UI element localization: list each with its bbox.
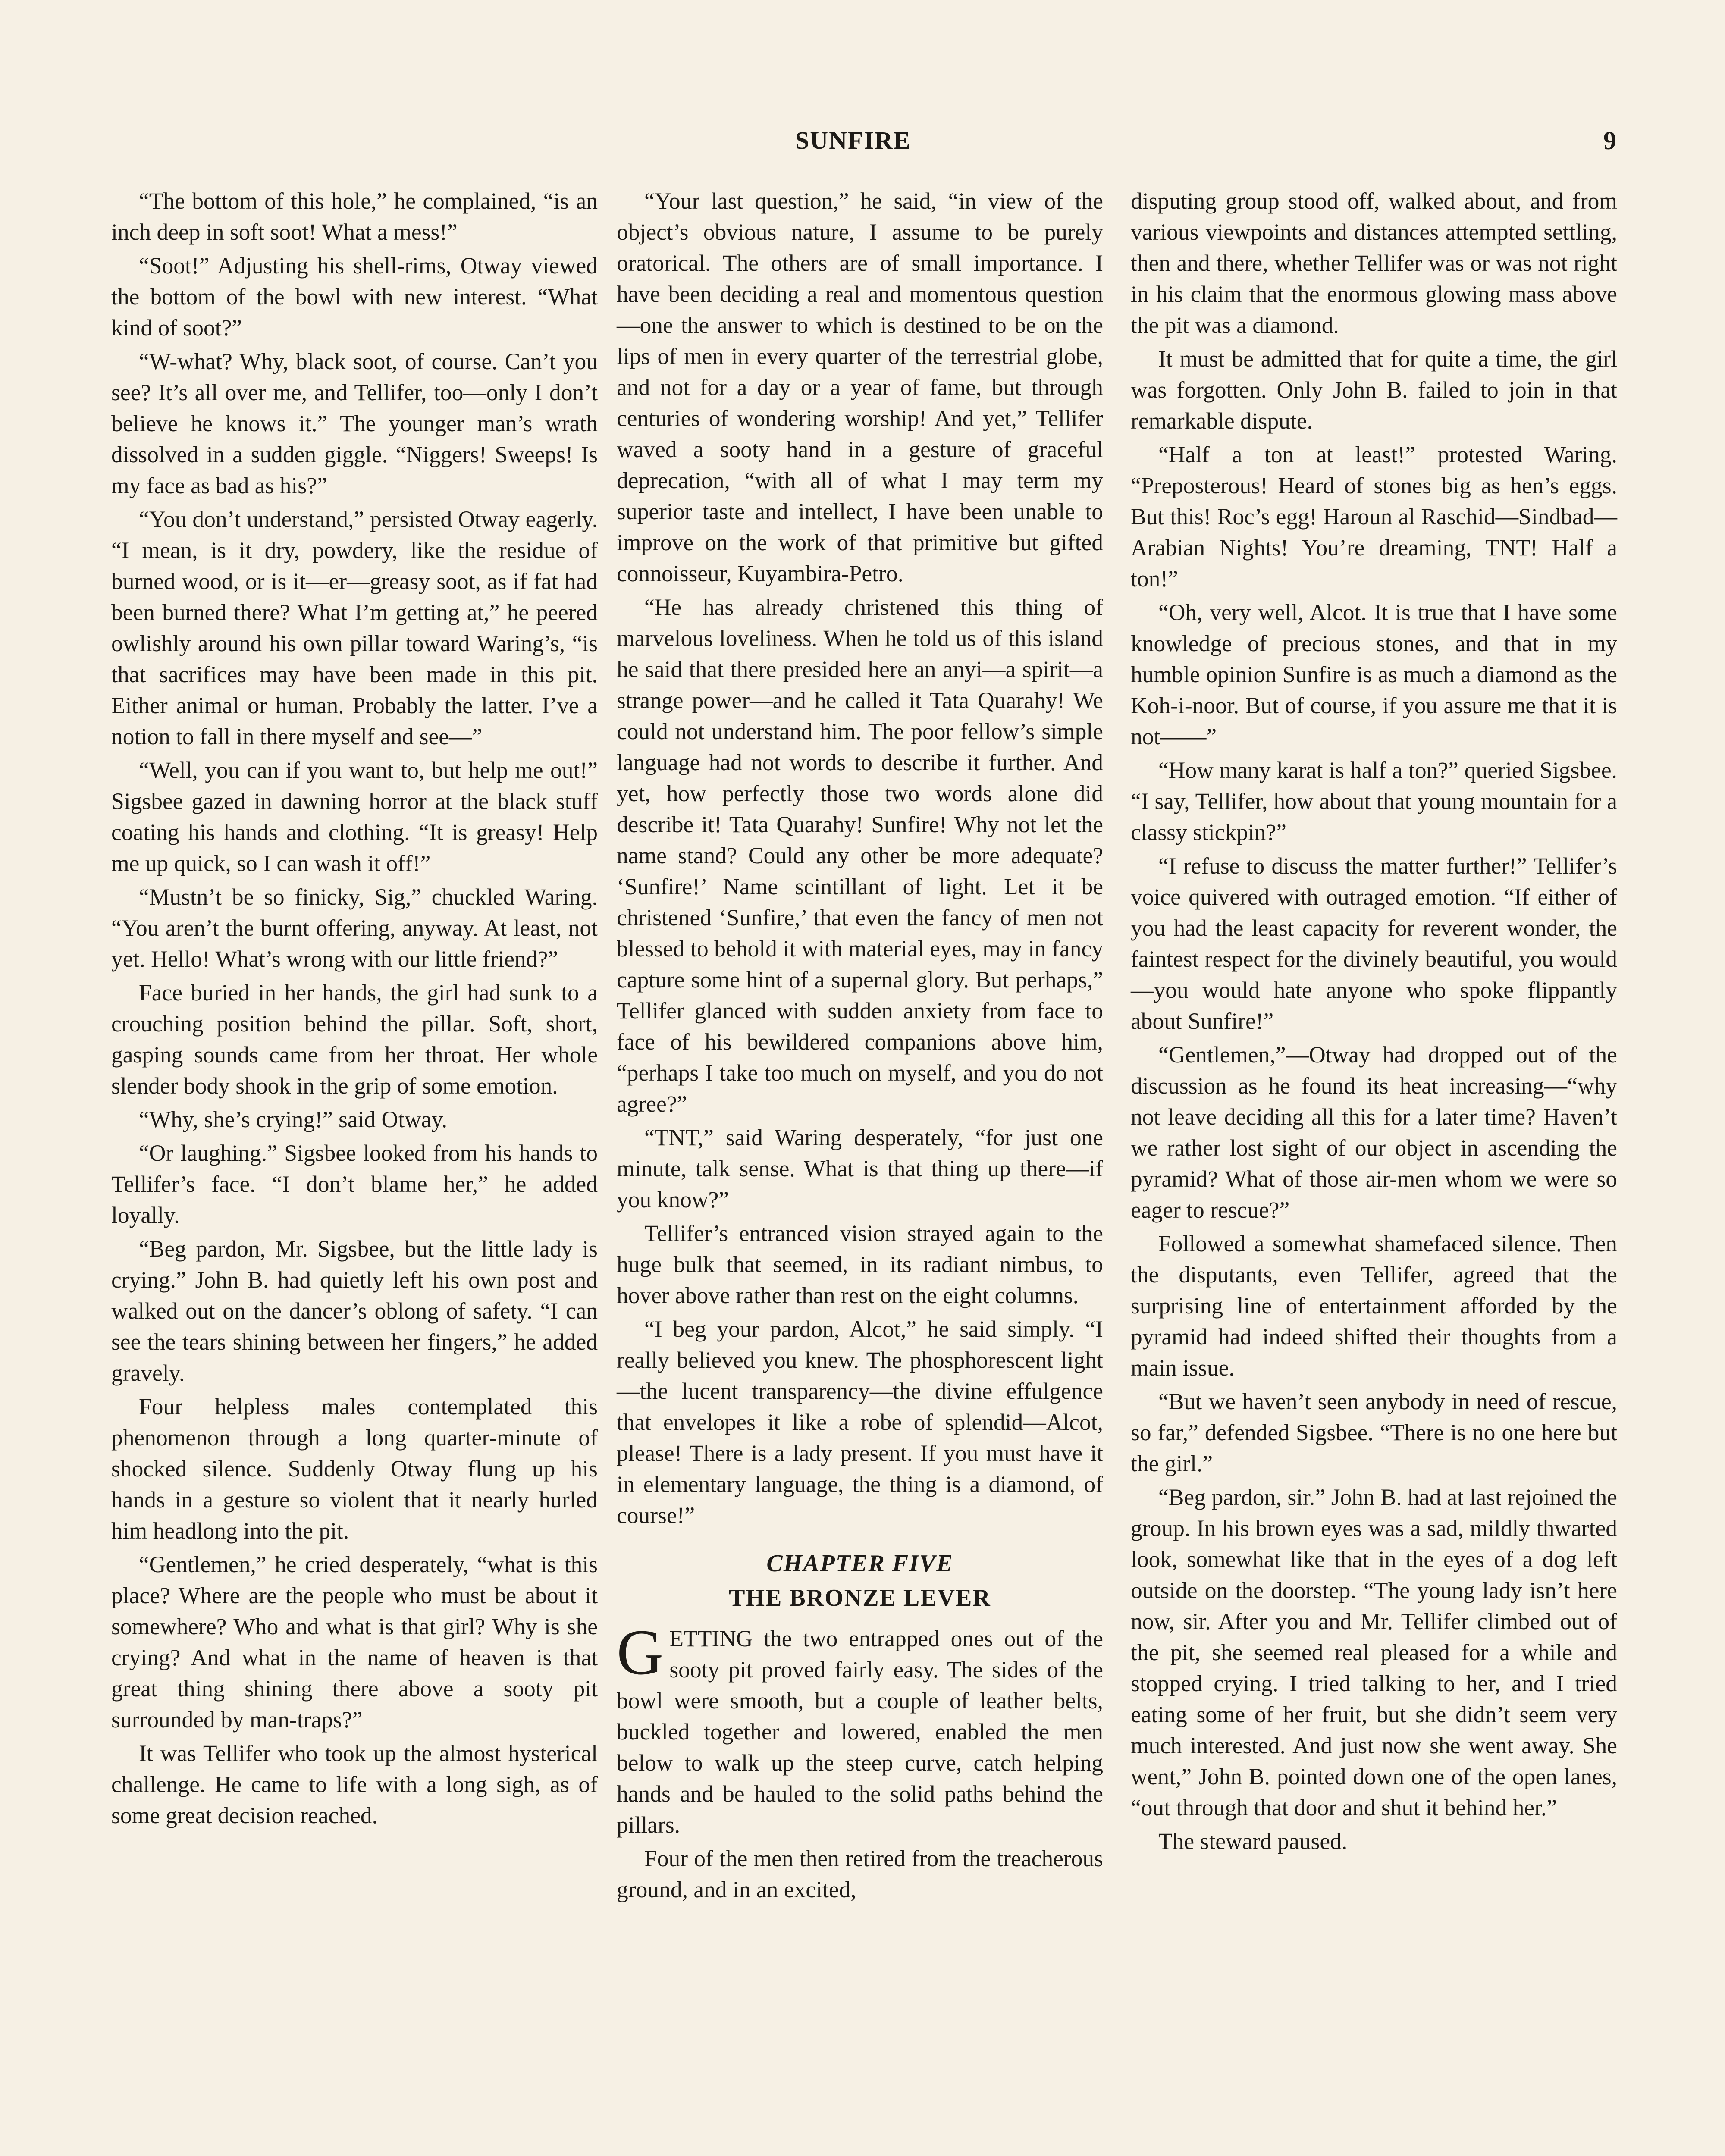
paragraph-text: “I beg your pardon, Alcot,” he said simply. “I really believed you knew. The phosphorescent light—the lucent transparency—the divine effulgence that envelopes it like a robe of splendid—Alcot, please! There is a lady present. If you must have it in elementary language, the thing is a diamond, of course!” [617, 1316, 1103, 1528]
chapter-title: THE BRONZE LEVER [729, 1585, 991, 1611]
paragraph [1131, 1228, 1617, 1383]
paragraph-text: “Or laughing.” Sigsbee looked from his hands to Tellifer’s face. “I don’t blame her,” he added loyally. [111, 1140, 598, 1228]
chapter-label: CHAPTER FIVE [766, 1550, 953, 1577]
paragraph-text: “Gentlemen,” he cried desperately, “what is this place? Where are the people who must be about it somewhere? Who and what is that girl? Why is she crying? And what in the name of heaven is that great thing shining there above a sooty pit surrounded by man-traps?” [111, 1551, 598, 1733]
paragraph [111, 881, 598, 975]
paragraph-text: “Oh, very well, Alcot. It is true that I have some knowledge of precious stones, and that in my humble opinion Sunfire is as much a diamond as the Koh-i-noor. But of course, if you assure me that it is not——” [1131, 599, 1617, 749]
paragraph-text: “The bottom of this hole,” he complained, “is an inch deep in soft soot! What a mess!” [111, 188, 598, 245]
paragraph-text: It must be admitted that for quite a time, the girl was forgotten. Only John B. failed to join in that remarkable dispute. [1131, 346, 1617, 434]
paragraph [111, 185, 598, 248]
paragraph [1131, 597, 1617, 752]
paragraph-text: “W-what? Why, black soot, of course. Can’t you see? It’s all over me, and Tellifer, too—only I don’t believe he knows it.” The younger man’s wrath dissolved in a sudden giggle. “Niggers! Sweeps! Is my face as bad as his?” [111, 348, 598, 498]
paragraph-text: “Soot!” Adjusting his shell-rims, Otway viewed the bottom of the bowl with new interest. “What kind of soot?” [111, 253, 598, 341]
paragraph-text: Four of the men then retired from the treacherous ground, and in an excited, [617, 1846, 1103, 1902]
paragraph-text: “Well, you can if you want to, but help me out!” Sigsbee gazed in dawning horror at the black stuff coating his hands and clothing. “It is greasy! Help me up quick, so I can wash it off!” [111, 757, 598, 876]
paragraph [111, 346, 598, 501]
paragraph-text: “Beg pardon, Mr. Sigsbee, but the little lady is crying.” John B. had quietly left his own post and walked out on the dancer’s oblong of safety. “I can see the tears shining between her fingers,” he added gravely. [111, 1236, 598, 1386]
paragraph-text: Face buried in her hands, the girl had sunk to a crouching position behind the pillar. Soft, short, gasping sounds came from her throat. Her whole slender body shook in the grip of some emotion. [111, 980, 598, 1099]
paragraph [111, 1233, 598, 1388]
paragraph [617, 1218, 1103, 1311]
paragraph [111, 1549, 598, 1735]
paragraph [111, 250, 598, 343]
paragraph [617, 1843, 1103, 1905]
paragraph-text: “Gentlemen,”—Otway had dropped out of the discussion as he found its heat increasing—“why not leave deciding all this for a later time? Haven’t we rather lost sight of our object in ascending the pyramid? What of those air-men whom we were so eager to rescue?” [1131, 1042, 1617, 1223]
page-number: 9 [1603, 126, 1616, 155]
text-column-1 [111, 185, 598, 1831]
paragraph [111, 1138, 598, 1231]
paragraph-text: The steward paused. [1158, 1828, 1348, 1854]
text-column-2 [617, 185, 1103, 1905]
paragraph-text: “Your last question,” he said, “in view of the object’s obvious nature, I assume to be purely oratorical. The others are of small importance. I have been deciding a real and momentous question—one the answer to which is destined to be on the lips of men in every quarter of the terrestrial globe, and not for a day or a year of fame, but through centuries of wondering worship! And yet,” Tellifer waved a sooty hand in a gesture of graceful deprecation, “with all of what I may term my superior taste and intellect, I have been unable to improve on the work of that primitive but gifted connoisseur, Kuyambira-Petro. [617, 188, 1103, 586]
paragraph [1131, 1039, 1617, 1225]
paragraph [1131, 755, 1617, 848]
paragraph-text: Tellifer’s entranced vision strayed again to the huge bulk that seemed, in its radiant nimbus, to hover above rather than rest on the eight columns. [617, 1220, 1103, 1308]
drop-cap: G [617, 1617, 664, 1688]
paragraph [1131, 439, 1617, 594]
paragraph-text: “He has already christened this thing of marvelous loveliness. When he told us of this island he said that there presided here an anyi—a spirit—a strange power—and he called it Tata Quarahy! We could not understand him. The poor fellow’s simple language had not words to describe it further. And yet, how perfectly those two words alone did describe it! Tata Quarahy! Sunfire! Why not let the name stand? Could any other be more adequate? ‘Sunfire!’ Name scintillant of light. Let it be christened ‘Sunfire,’ that even the fancy of men not blessed to behold it with material eyes, may in fancy capture some hint of a supernal glory. But perhaps,” Tellifer glanced with sudden anxiety from face to face of his bewildered companions above him, “perhaps I take too much on myself, and you do not agree?” [617, 594, 1103, 1117]
paragraph [617, 1313, 1103, 1531]
paragraph [111, 1391, 598, 1546]
paragraph-text: “Beg pardon, sir.” John B. had at last rejoined the group. In his brown eyes was a sad, mildly thwarted look, somewhat like that in the eyes of a dog left outside on the doorstep. “The young lady isn’t here now, sir. After you and Mr. Tellifer climbed out of the pit, she seemed real pleased for a while and stopped crying. I tried talking to her, and I tried eating some of her fruit, but she didn’t seem very much interested. And just now she went away. She went,” John B. pointed down one of the open lanes, “out through that door and shut it behind her.” [1131, 1484, 1617, 1821]
paragraph [111, 1738, 598, 1831]
paragraph-text: “Why, she’s crying!” said Otway. [139, 1106, 448, 1132]
paragraph-text: “But we haven’t seen anybody in need of rescue, so far,” defended Sigsbee. “There is no one here but the girl.” [1131, 1388, 1617, 1476]
paragraph-text: “You don’t understand,” persisted Otway eagerly. “I mean, is it dry, powdery, like the residue of burned wood, or is it—er—greasy soot, as if fat had been burned there? What I’m getting at,” he peered owlishly around his own pillar toward Waring’s, “is that sacrifices may have been made in this pit. Either animal or human. Probably the latter. I’ve a notion to fall in there myself and see—” [111, 506, 598, 749]
paragraph [617, 592, 1103, 1119]
paragraph-text: Followed a somewhat shamefaced silence. Then the disputants, even Tellifer, agreed that the surprising line of entertainment afforded by the pyramid had indeed shifted their thoughts from a main issue. [1131, 1231, 1617, 1381]
running-title: SUNFIRE [795, 126, 911, 154]
paragraph-text: disputing group stood off, walked about, and from various viewpoints and distances attempted settling, then and there, whether Tellifer was or was not right in his claim that the enormous glowing mass above the pit was a diamond. [1131, 188, 1617, 338]
paragraph [1131, 185, 1617, 341]
paragraph-text: “Mustn’t be so finicky, Sig,” chuckled Waring. “You aren’t the burnt offering, anyway. At least, not yet. Hello! What’s wrong with our little friend?” [111, 884, 598, 972]
paragraph [111, 504, 598, 752]
running-header [0, 126, 1725, 160]
paragraph [1131, 1826, 1617, 1857]
paragraph [1131, 1386, 1617, 1479]
opening-paragraph [617, 1617, 1103, 1840]
paragraph-text: “How many karat is half a ton?” queried Sigsbee. “I say, Tellifer, how about that young mountain for a classy stickpin?” [1131, 757, 1617, 845]
paragraph [111, 1104, 598, 1135]
paragraph-text: ETTING the two entrapped ones out of the sooty pit proved fairly easy. The sides of the bowl were smooth, but a couple of leather belts, buckled together and lowered, enabled the men below to walk up the steep curve, catch helping hands and be hauled to the solid paths behind the pillars. [617, 1626, 1103, 1838]
text-column-3 [1131, 185, 1617, 1857]
paragraph [1131, 343, 1617, 436]
paragraph-text: “TNT,” said Waring desperately, “for just one minute, talk sense. What is that thing up there—if you know?” [617, 1125, 1103, 1213]
paragraph-text: “Half a ton at least!” protested Waring. “Preposterous! Heard of stones big as hen’s eggs. But this! Roc’s egg! Haroun al Raschid—Sindbad—Arabian Nights! You’re dreaming, TNT! Half a ton!” [1131, 442, 1617, 592]
paragraph [617, 185, 1103, 589]
paragraph [111, 755, 598, 879]
paragraph [111, 977, 598, 1101]
paragraph [1131, 850, 1617, 1037]
paragraph-text: Four helpless males contemplated this phenomenon through a long quarter-minute of shocked silence. Suddenly Otway flung up his hands in a gesture so violent that it nearly hurled him headlong into the pit. [111, 1394, 598, 1544]
paragraph [1131, 1482, 1617, 1823]
paragraph [617, 1122, 1103, 1215]
paragraph-text: It was Tellifer who took up the almost hysterical challenge. He came to life with a long sigh, as of some great decision reached. [111, 1740, 598, 1828]
paragraph-text: “I refuse to discuss the matter further!” Tellifer’s voice quivered with outraged emotion. “If either of you had the least capacity for reverent wonder, the faintest respect for the divinely beautiful, you would—you would hate anyone who spoke flippantly about Sunfire!” [1131, 853, 1617, 1034]
